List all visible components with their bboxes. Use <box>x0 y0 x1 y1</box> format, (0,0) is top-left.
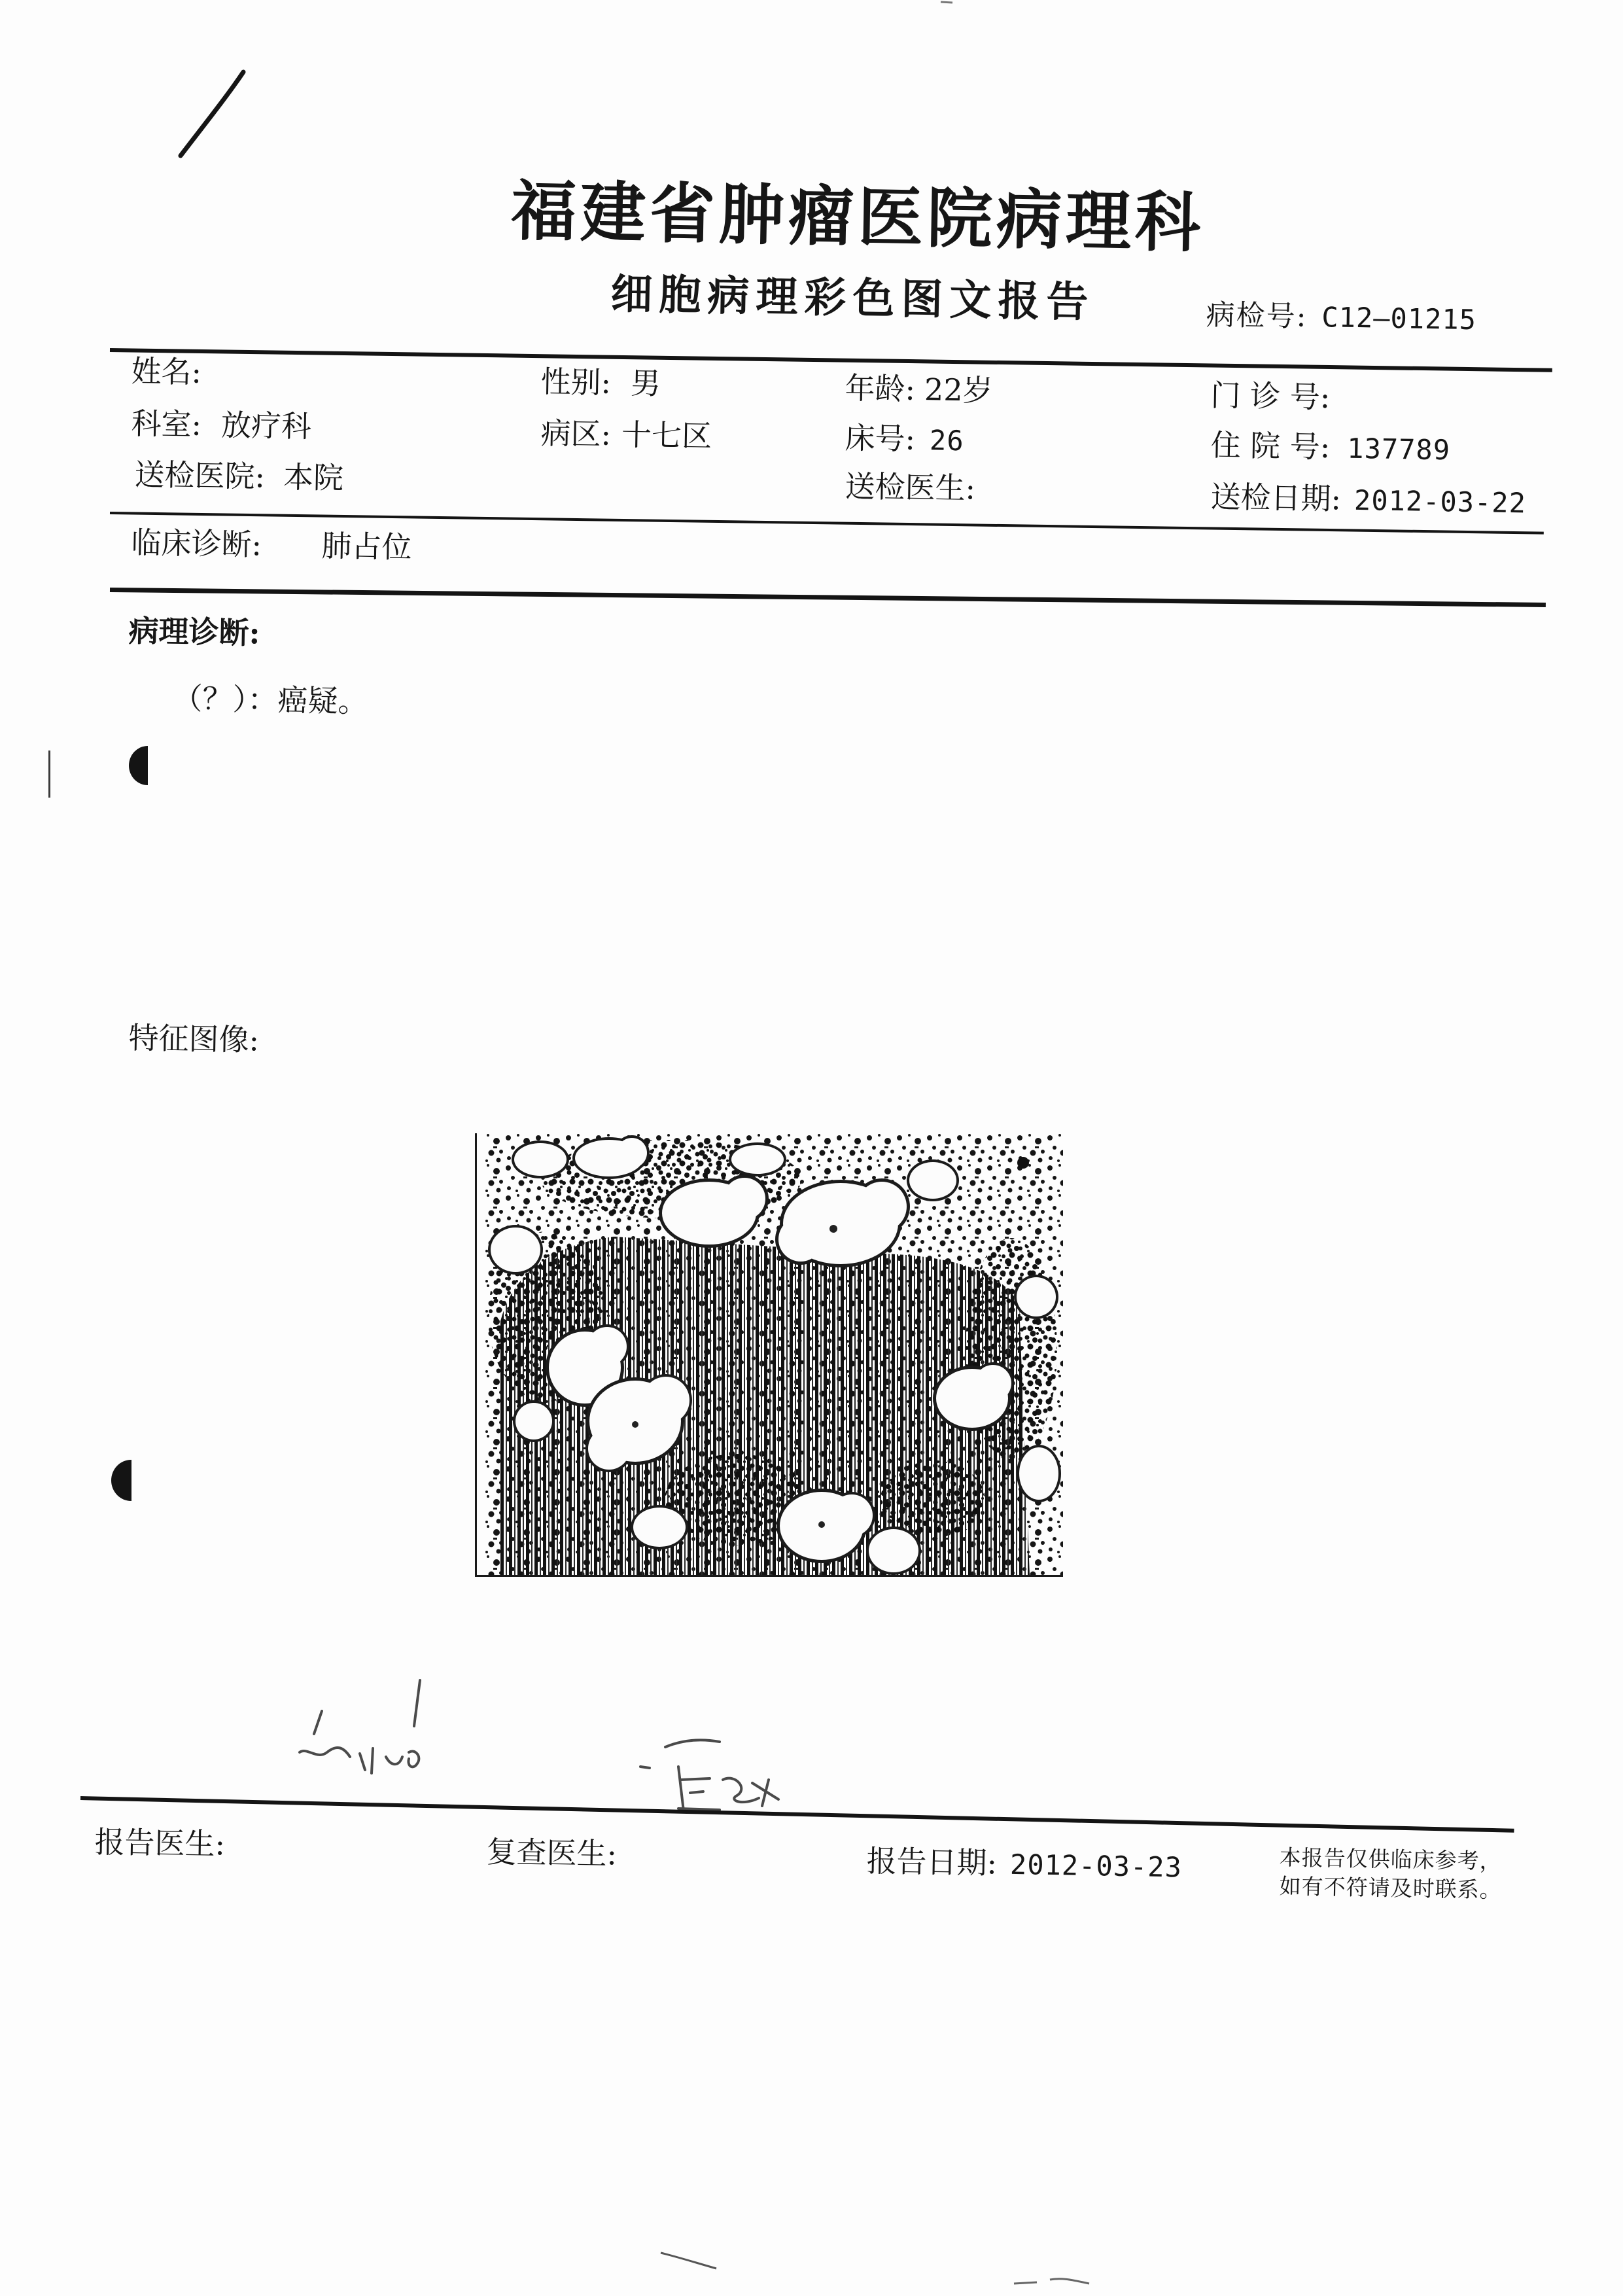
clinical-diagnosis-divider <box>110 588 1546 607</box>
cell-cluster <box>1014 1275 1058 1319</box>
bed-value: 26 <box>929 424 965 457</box>
report-title: 细胞病理彩色图文报告 <box>610 270 1095 327</box>
pen-stroke-mark <box>171 65 250 164</box>
department-field <box>131 408 311 442</box>
scan-artifact <box>657 2248 723 2274</box>
dark-particle <box>1017 1157 1029 1169</box>
inpatient-number-label: 住 院 号: <box>1210 427 1331 465</box>
inpatient-number-field <box>1210 427 1451 467</box>
image-border-left <box>475 1133 477 1577</box>
submitting-hospital-field <box>134 457 344 496</box>
name-label: 姓名: <box>131 353 202 390</box>
image-border-bottom <box>475 1575 1063 1577</box>
header-divider <box>110 348 1552 372</box>
sex-label: 性别: <box>540 364 612 400</box>
scan-artifact <box>939 0 955 7</box>
reviewing-doctor-label: 复查医生: <box>486 1834 618 1872</box>
age-label: 年龄: <box>845 370 916 407</box>
sex-field <box>540 364 661 402</box>
binding-edge-mark <box>48 751 50 798</box>
micrograph-image <box>475 1133 1063 1585</box>
case-number-field <box>1206 298 1477 336</box>
disclaimer-line: 本报告仅供临床参考， <box>1279 1845 1503 1874</box>
case-number-label: 病检号: <box>1206 298 1308 334</box>
inpatient-number-value: 137789 <box>1346 432 1451 467</box>
outpatient-number-label: 门 诊 号: <box>1210 378 1331 415</box>
footer-divider <box>80 1796 1514 1833</box>
ward-value: 十七区 <box>621 417 712 454</box>
case-number-value: C12—01215 <box>1321 301 1477 336</box>
cell-cluster <box>729 1142 786 1176</box>
clinical-diagnosis-label: 临床诊断: <box>131 525 262 563</box>
feature-image-label: 特征图像: <box>128 1020 260 1058</box>
sex-value: 男 <box>630 365 661 402</box>
cell-cluster <box>631 1505 688 1549</box>
disclaimer-line: 如有不符请及时联系。 <box>1279 1873 1503 1903</box>
punch-hole-mark <box>111 1460 131 1501</box>
bed-field <box>845 420 965 457</box>
ward-label: 病区: <box>540 415 612 452</box>
report-date-field <box>866 1843 1183 1884</box>
submitting-doctor-label: 送检医生: <box>845 468 976 506</box>
outpatient-number-field <box>1210 378 1331 415</box>
cell-cluster <box>866 1527 921 1575</box>
report-date-label: 报告日期: <box>866 1843 998 1881</box>
pathology-diagnosis-result: （？）：癌疑。 <box>172 680 369 720</box>
punch-hole-mark <box>129 746 148 785</box>
reviewer-signature <box>638 1727 788 1819</box>
cell-cluster <box>513 1400 555 1442</box>
submission-date-field <box>1210 479 1527 520</box>
cell-cluster <box>512 1140 569 1178</box>
submitting-doctor-field <box>845 468 976 506</box>
clinical-diagnosis-value: 肺占位 <box>321 528 413 565</box>
department-label: 科室: <box>131 406 202 442</box>
cell-cluster <box>1017 1445 1061 1502</box>
submitting-hospital-label: 送检医院: <box>134 457 266 495</box>
pathology-diagnosis-label: 病理诊断: <box>128 613 261 651</box>
submission-date-label: 送检日期: <box>1210 479 1342 517</box>
bed-label: 床号: <box>845 420 916 457</box>
reporting-doctor-label: 报告医生: <box>94 1824 226 1862</box>
age-value: 22岁 <box>924 372 994 408</box>
department-value: 放疗科 <box>220 407 312 444</box>
submitting-hospital-value: 本院 <box>283 459 344 496</box>
scan-artifact <box>1011 2270 1096 2293</box>
report-date-value: 2012-03-23 <box>1009 1848 1183 1884</box>
name-field <box>131 353 202 390</box>
hospital-title: 福建省肿瘤医院病理科 <box>510 172 1205 262</box>
ward-field <box>540 415 712 454</box>
cell-cluster <box>907 1159 959 1201</box>
submission-date-value: 2012-03-22 <box>1353 484 1527 520</box>
age-field <box>845 370 994 408</box>
reporter-signature <box>288 1675 445 1786</box>
cell-cluster <box>488 1225 543 1275</box>
